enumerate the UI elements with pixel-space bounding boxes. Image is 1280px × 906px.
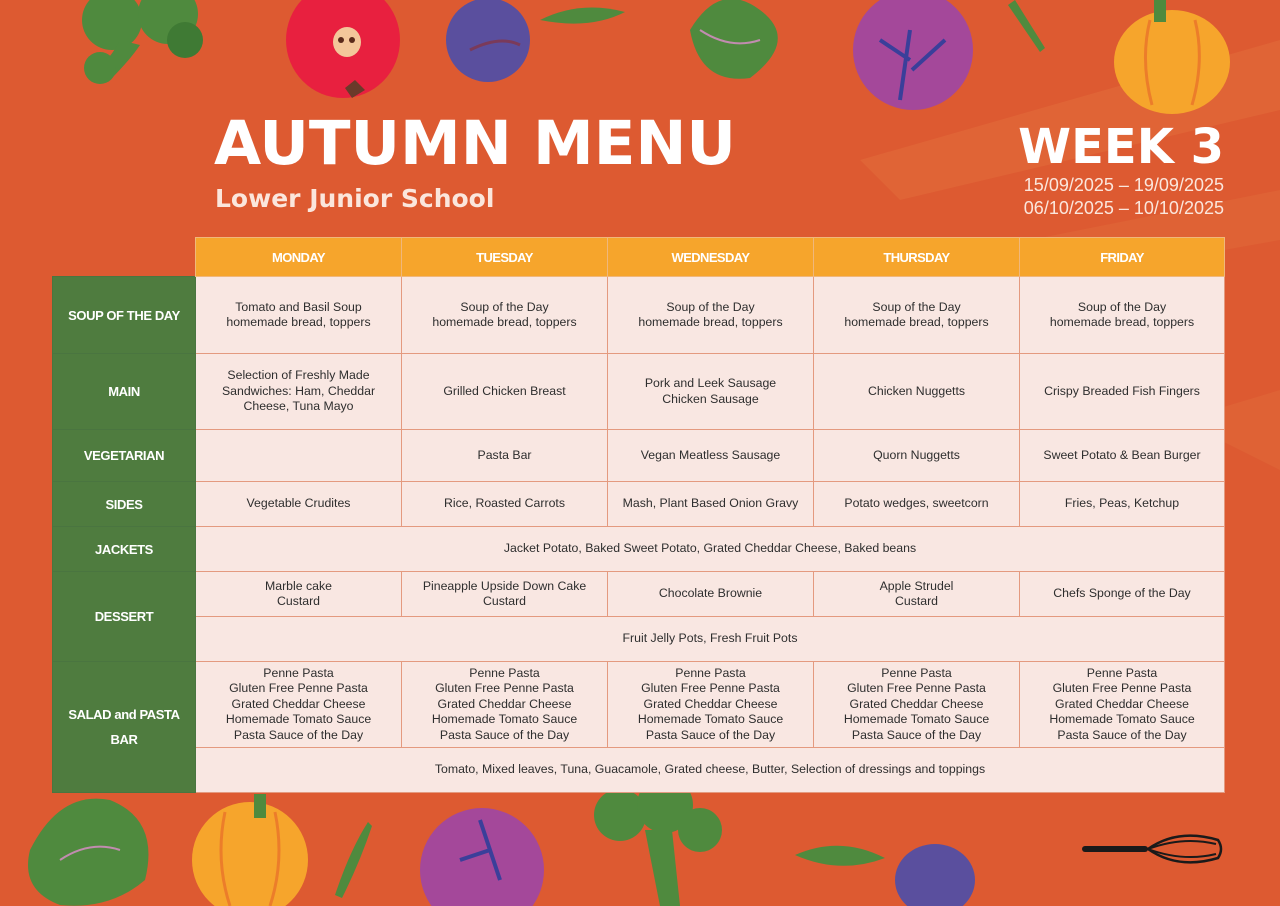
day-header-thursday: THURSDAY xyxy=(814,238,1020,277)
row-label-vegetarian: VEGETARIAN xyxy=(53,430,196,482)
day-header-monday: MONDAY xyxy=(196,238,402,277)
menu-cell: Potato wedges, sweetcorn xyxy=(814,482,1020,527)
menu-cell: Marble cake Custard xyxy=(196,572,402,617)
menu-cell: Quorn Nuggetts xyxy=(814,430,1020,482)
menu-cell: Soup of the Day homemade bread, toppers xyxy=(1020,277,1225,354)
broccoli-icon xyxy=(82,0,203,84)
row-label-jackets: JACKETS xyxy=(53,527,196,572)
menu-cell: Vegan Meatless Sausage xyxy=(608,430,814,482)
menu-cell: Tomato and Basil Soup homemade bread, toppers xyxy=(196,277,402,354)
row-label-sides: SIDES xyxy=(53,482,196,527)
menu-cell: Fries, Peas, Ketchup xyxy=(1020,482,1225,527)
menu-cell: Chefs Sponge of the Day xyxy=(1020,572,1225,617)
vegetarian-row xyxy=(53,430,1225,482)
pumpkin-icon xyxy=(192,794,308,906)
cabbage-icon xyxy=(28,799,148,906)
menu-cell: Chocolate Brownie xyxy=(608,572,814,617)
all-week-cell: Jacket Potato, Baked Sweet Potato, Grated Cheddar Cheese, Baked beans xyxy=(196,527,1225,572)
menu-cell: Pasta Bar xyxy=(402,430,608,482)
row-label-salad-pasta: SALAD and PASTA BAR xyxy=(53,662,196,793)
bean-pod-icon xyxy=(335,822,372,898)
dessert-all-week-row xyxy=(53,617,1225,662)
day-header-row xyxy=(53,238,1225,277)
menu-cell: Soup of the Day homemade bread, toppers xyxy=(814,277,1020,354)
date-range: 15/09/2025 – 19/09/2025 xyxy=(1023,175,1224,195)
plum-icon xyxy=(446,0,625,82)
all-week-cell: Fruit Jelly Pots, Fresh Fruit Pots xyxy=(196,617,1225,662)
apple-icon xyxy=(286,0,400,98)
row-label-soup: SOUP OF THE DAY xyxy=(53,277,196,354)
dessert-row xyxy=(53,572,1225,617)
menu-cell: Vegetable Crudites xyxy=(196,482,402,527)
red-cabbage-icon xyxy=(420,808,544,906)
day-header-tuesday: TUESDAY xyxy=(402,238,608,277)
menu-cell: Pork and Leek Sausage Chicken Sausage xyxy=(608,354,814,430)
menu-table xyxy=(52,237,1225,793)
pumpkin-icon xyxy=(1114,0,1230,114)
leaf-icon xyxy=(795,846,885,866)
menu-cell xyxy=(196,430,402,482)
menu-cell: Mash, Plant Based Onion Gravy xyxy=(608,482,814,527)
menu-cell: Soup of the Day homemade bread, toppers xyxy=(608,277,814,354)
main-row xyxy=(53,354,1225,430)
menu-cell: Grilled Chicken Breast xyxy=(402,354,608,430)
soup-row xyxy=(53,277,1225,354)
date-ranges xyxy=(1024,174,1224,220)
menu-cell: Selection of Freshly Made Sandwiches: Ham, Cheddar Cheese, Tuna Mayo xyxy=(196,354,402,430)
plum-icon xyxy=(895,844,975,906)
menu-cell: Apple Strudel Custard xyxy=(814,572,1020,617)
page-title: AUTUMN MENU xyxy=(214,108,736,179)
all-week-cell: Tomato, Mixed leaves, Tuna, Guacamole, Grated cheese, Butter, Selection of dressings and toppings xyxy=(196,748,1225,793)
menu-cell: Rice, Roasted Carrots xyxy=(402,482,608,527)
cabbage-icon xyxy=(690,0,778,79)
whisk-icon xyxy=(1078,826,1224,872)
corner-cell xyxy=(53,238,196,277)
menu-cell: Crispy Breaded Fish Fingers xyxy=(1020,354,1225,430)
menu-cell: Pineapple Upside Down Cake Custard xyxy=(402,572,608,617)
row-label-main: MAIN xyxy=(53,354,196,430)
broccoli-icon xyxy=(594,777,722,906)
menu-cell: Penne Pasta Gluten Free Penne Pasta Grated Cheddar Cheese Homemade Tomato Sauce Pasta Sauce of the Day xyxy=(608,662,814,748)
red-cabbage-icon xyxy=(853,0,1045,110)
menu-cell: Sweet Potato & Bean Burger xyxy=(1020,430,1225,482)
menu-cell: Soup of the Day homemade bread, toppers xyxy=(402,277,608,354)
day-header-friday: FRIDAY xyxy=(1020,238,1225,277)
salad-pasta-row xyxy=(53,662,1225,748)
menu-cell: Penne Pasta Gluten Free Penne Pasta Grated Cheddar Cheese Homemade Tomato Sauce Pasta Sauce of the Day xyxy=(1020,662,1225,748)
school-name: Lower Junior School xyxy=(215,184,495,213)
salad-all-week-row xyxy=(53,748,1225,793)
sides-row xyxy=(53,482,1225,527)
row-label-dessert: DESSERT xyxy=(53,572,196,662)
menu-cell: Penne Pasta Gluten Free Penne Pasta Grated Cheddar Cheese Homemade Tomato Sauce Pasta Sauce of the Day xyxy=(196,662,402,748)
week-label: WEEK 3 xyxy=(1018,119,1224,175)
date-range: 06/10/2025 – 10/10/2025 xyxy=(1023,198,1224,218)
jackets-row xyxy=(53,527,1225,572)
menu-cell: Chicken Nuggetts xyxy=(814,354,1020,430)
menu-cell: Penne Pasta Gluten Free Penne Pasta Grated Cheddar Cheese Homemade Tomato Sauce Pasta Sauce of the Day xyxy=(402,662,608,748)
menu-cell: Penne Pasta Gluten Free Penne Pasta Grated Cheddar Cheese Homemade Tomato Sauce Pasta Sauce of the Day xyxy=(814,662,1020,748)
day-header-wednesday: WEDNESDAY xyxy=(608,238,814,277)
